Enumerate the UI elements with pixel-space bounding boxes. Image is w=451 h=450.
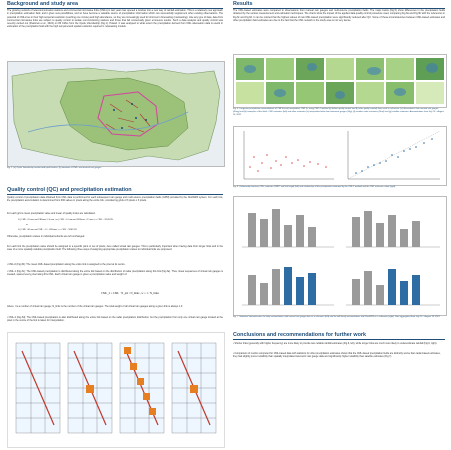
conclusion-bullet-2: • Comparison of metrics computed for CML-based data with statistics for other precipitation estimates shows that the CML-based precipitation fields are distinctly worse than radar-based estimates, they had slightly poorer reliability than spatially interpolated telemetric rain gauge data and significantly higher reliability than satellite estimates (Fig.7). [233, 352, 441, 359]
figure-5-caption: Fig. 5. Long-term precipitation accumulations of CML-based precipitation: CML (a: using CML-1 method (a) before quality control and (b) after quality control) data used as reference: (c) observations from manual rain gauges (Rmrg) and (d) examples of the fields: CML estimates (left) and other estimates (e) interpolated data from telemetric gauges (Rtg), (f) weather radar estimates (Rrad) and (g) satellite estimates. Accumulations from July 10 – August 16, 2021. [233, 108, 444, 116]
section-title-conclusions: Conclusions and recommendations for further work [233, 332, 366, 338]
method-intro: For each link the precipitation value should be assigned to a specific point or set of pixels, here called virtual rain gauges. This is particularly important when having data from longer links and in the case of a more spatially variable precipitation field. The following three ways of assigning appropriate precipitation values to individual links are proposed: [7, 245, 223, 252]
quality-condition-or: or [26, 224, 28, 226]
quality-condition-1: If ( CML <0.1mm and GRSmax>1.0 mm ) or ( CML >1.0 mm and GRSmax <0.5 mm ) ⇒ CML = NODATA [18, 219, 114, 221]
figure-6-caption: Fig. 6. Relationship between CML estimates RMRT and link length (left) and relationship of the precipitation estimated by the CML-1 method and the CML reference value (right). [233, 186, 396, 188]
figure-5-precipitation-maps [233, 54, 447, 108]
figure-7-bar-charts [233, 196, 447, 316]
scatter-plots [234, 127, 446, 185]
panel-d [172, 343, 216, 433]
figure-1-maps [7, 61, 225, 167]
figure-1-caption: Fig. 1. (a) Opole Voivodeship marked with pink borders, (b) locations of CMLs and manual rain gauges. [7, 167, 102, 169]
section-rule [233, 339, 445, 340]
section-title-results: Results [233, 1, 253, 7]
figure-7-caption: Fig. 7. Statistical characteristics for daily accumulations with manual rain gauge data as a reference (left) and for half-hourly accumulations with RainGRS as a reference (right). Data aggregated from July 10 – August 16, 2021. [233, 316, 441, 318]
panel-b [68, 343, 112, 433]
background-paragraph: The growing network of telecommunication stations and commercial microwave links (CMLs) in last years has opened a window into a new way of rainfall estimation. This is a relatively new approach in precipitation estimation field, and it gives new possibilities, and so have become a valuable source of precipitation information which can successfully supplement other existing observations. The potential of CMLs lies in their high temporal resolution (reaching one minute) and high abundance, so they are increasingly used for short-term forecasting (nowcasting). Like any type of data, data from commercial microwave links are subject to quality control to isolate non-functioning stations and those that fail contextually given erroneous results. Such a data analysis and quality control was recently carried out (Pastorek et al., 2024) on 86 CMLs from the Opole Voivodeship (Fig.1). Poland. It was analysed to what extent the precipitation derived from CML attenuation data is useful in estimation of the precipitation field with the high temporal and spatial resolution required in nowcasting models. [7, 9, 223, 29]
statistics-bar-charts [234, 197, 446, 315]
panel-a [16, 343, 60, 433]
quality-otherwise: Otherwise, precipitation values in individual subunits are left unchanged. [7, 235, 85, 238]
weight-formula: CML_2 = CML · N_pix / N_links , w = 1 / N_links [101, 292, 159, 295]
panel-c [120, 343, 164, 433]
quality-condition-lead: For each grid a mean precipitation value and mean of quality index are calculated. [7, 212, 96, 215]
method-cml-0: • CML-0 (Fig.3b): The mean CML-based precipitation along the entire link is assigned to the pixel at its centre. [7, 263, 126, 266]
conclusion-bullet-1: • Shorter links (generally with higher frequency) are more likely to provide less reliable rainfall estimates (Fig.6, left), while longer links are much more likely to underestimate rainfall (Fig.6, right). [233, 342, 438, 345]
section-rule [7, 194, 223, 195]
quality-intro: Quality control of precipitation data obtained from CML data is performed for each subsequent rain gauge and multi-source precipitation fields (GPM) provided by the NowWRF system. For each link, the precipitation accumulation is determined from 600 values in pixels along the entire link, considering grids of 3 pixels x 3 pixels. [7, 196, 223, 203]
precipitation-map-grid [234, 55, 446, 107]
method-cml-2: • CML-2 (Fig.3d): The CML-based precipitation is also distributed along the entire link based on the radar precipitation distribution, but the precipitation from only one virtual rain gauge located at the pixel in the centre of the link is taken for interpolation. [7, 316, 223, 323]
quality-condition-2: If ( CML >80 mm and CML > 10 · GRSmax ) ⇒ CML = NODATA [18, 229, 78, 231]
section-title-quality: Quality control (QC) and precipitation estimation [7, 187, 132, 193]
study-area-map [8, 62, 224, 166]
formula-description: where: l is a number of virtual rain gauge; N_links is the number of the virtual rain gauges. The total weight of all virtual rain gauges along a given link is always 1.0. [7, 305, 183, 308]
method-cml-1: • CML-1 (Fig.3c): The CML-based precipitation is distributed along the entire link based on the distribution of radar precipitation along this link (Fig.3a). Thus, linear sequences of virtual rain gauges is created, spaced every pixel along this CML. Each virtual rain gauge is given a precipitation value and weight of: [7, 270, 223, 277]
virtual-gauge-diagrams [8, 333, 224, 447]
results-paragraph: The CML-based estimates were compared to observations from manual rain gauges and multi-source precipitation fields. The maps below (Fig.5) show differences in the precipitation fields obtained by the various measurement and estimation techniques. The charts show the impact of the applied data quality control procedure used, comparing Fig.6a and Fig.6b with the references in Fig.6c and Fig.6d. It can be noticed that the highest values of raw CML-based precipitation were significantly reduced after QC. Some of these inconsistencies between CML-based estimates and other precipitation field estimates are due to the fact that the CML network in the study area is not very dense. [233, 9, 445, 22]
section-title-background: Background and study area [7, 1, 78, 7]
figure-6-scatter-plots [233, 126, 447, 186]
figure-3-link-grids [7, 332, 225, 448]
